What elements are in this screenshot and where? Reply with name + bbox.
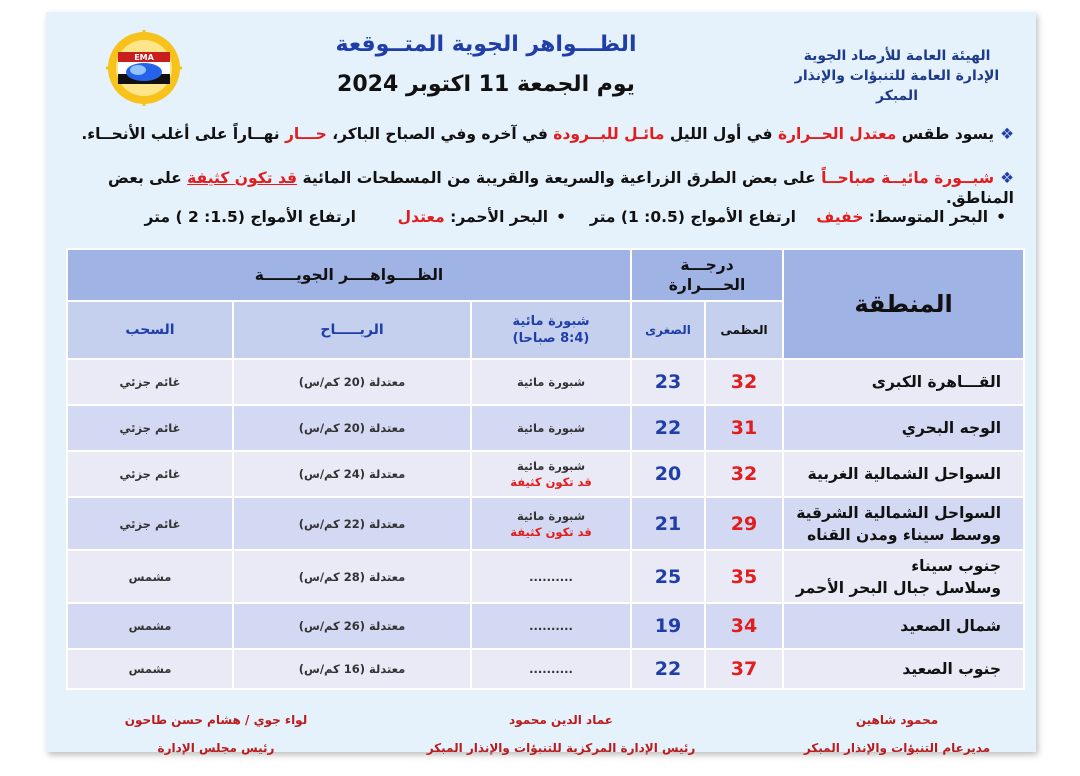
clouds-cell: غائم جزئي (67, 359, 233, 405)
max-temp: 32 (705, 451, 783, 497)
fog-cell: .......... (471, 649, 631, 689)
table-row (67, 603, 1024, 649)
fog-cell: شبورة مائية (471, 405, 631, 451)
organization-header (772, 46, 1022, 106)
clouds-cell: غائم جزئي (67, 405, 233, 451)
max-temp: 37 (705, 649, 783, 689)
forecast-page (46, 12, 1036, 755)
diamond-bullet-icon: ❖ (1000, 169, 1014, 187)
max-temp: 31 (705, 405, 783, 451)
signature-forecast-director: محمود شاهين مديرعام التنبؤات والإنذار المبكر (803, 713, 991, 755)
min-temp-header: الصغرى (631, 301, 705, 359)
min-temp: 22 (631, 405, 705, 451)
page-title: الظـــواهر الجوية المتــوقعة (335, 32, 637, 57)
min-temp: 20 (631, 451, 705, 497)
mediterranean-waves: ارتفاع الأمواج (0.5: 1) متر (589, 208, 796, 226)
max-temp: 29 (705, 497, 783, 550)
diamond-bullet-icon: ❖ (1000, 125, 1014, 143)
table-row (67, 649, 1024, 689)
wind-header: الريـــــاح (233, 301, 471, 359)
bullet-fog: ❖شبــورة مائيــة صباحــاً على بعض الطرق الزراعية والسريعة والقريبة من المسطحات المائية قد تكون كثيفة على بعض المناطق. (108, 169, 1014, 207)
signature-board-chairman: لواء جوي / هشام حسن طاحون رئيس مجلس الإدارة (124, 713, 308, 755)
phenomena-header: الظــــواهــــر الجويــــــة (67, 249, 631, 301)
wind-cell: معتدلة (16 كم/س) (233, 649, 471, 689)
clouds-cell: غائم جزئي (67, 451, 233, 497)
region-name: السواحل الشمالية الغربية (783, 451, 1024, 497)
wind-cell: معتدلة (20 كم/س) (233, 405, 471, 451)
clouds-cell: مشمس (67, 649, 233, 689)
max-temp: 35 (705, 550, 783, 603)
table-row (67, 405, 1024, 451)
max-temp: 34 (705, 603, 783, 649)
clouds-cell: غائم جزئي (67, 497, 233, 550)
temperature-header: درجـــة الحــــرارة (631, 249, 783, 301)
fog-cell: شبورة مائية (471, 359, 631, 405)
region-name: جنوب الصعيد (783, 649, 1024, 689)
fog-header: شبورة مائية (8:4 صباحا) (471, 301, 631, 359)
forecast-table (66, 248, 1025, 690)
fog-cell: شبورة مائية قد تكون كثيفة (471, 451, 631, 497)
min-temp: 25 (631, 550, 705, 603)
table-row (67, 359, 1024, 405)
region-name: السواحل الشمالية الشرقية ووسط سيناء ومدن القناه (783, 497, 1024, 550)
bullet-temperature: ❖يسود طقس معتدل الحــرارة في أول الليل مائـل للبــرودة في آخره وفي الصباح الباكر، حـــار نهــاراً على أغلب الأنحــاء. (81, 125, 1014, 143)
signature-central-director: عماد الدين محمود رئيس الإدارة المركزية للتنبؤات والإنذار المبكر (426, 713, 696, 755)
region-name: القـــاهرة الكبرى (783, 359, 1024, 405)
ema-logo-icon (106, 30, 182, 106)
fog-cell: شبورة مائية قد تكون كثيفة (471, 497, 631, 550)
clouds-header: السحب (67, 301, 233, 359)
forecast-date: يوم الجمعة 11 اكتوبر 2024 (337, 72, 635, 97)
region-name: الوجه البحري (783, 405, 1024, 451)
clouds-cell: مشمس (67, 550, 233, 603)
wind-cell: معتدلة (24 كم/س) (233, 451, 471, 497)
logo-text: EMA (134, 53, 154, 62)
table-row (67, 550, 1024, 603)
clouds-cell: مشمس (67, 603, 233, 649)
fog-cell: .......... (471, 603, 631, 649)
table-row (67, 497, 1024, 550)
wind-cell: معتدلة (20 كم/س) (233, 359, 471, 405)
table-row (67, 451, 1024, 497)
region-name: شمال الصعيد (783, 603, 1024, 649)
signatures (46, 706, 1036, 756)
max-temp-header: العظمى (705, 301, 783, 359)
region-name: جنوب سيناء وسلاسل جبال البحر الأحمر (783, 550, 1024, 603)
min-temp: 19 (631, 603, 705, 649)
red-sea-waves: ارتفاع الأمواج (1.5: 2 ) متر (144, 208, 356, 226)
org-line-2: الإدارة العامة للتنبؤات والإنذار المبكر (794, 68, 1000, 104)
org-line-1: الهيئة العامة للأرصاد الجوية (803, 48, 991, 64)
wind-cell: معتدلة (26 كم/س) (233, 603, 471, 649)
fog-cell: .......... (471, 550, 631, 603)
max-temp: 32 (705, 359, 783, 405)
min-temp: 22 (631, 649, 705, 689)
mediterranean-state: •البحر المتوسط: خفيف (816, 208, 1006, 226)
red-sea-state: •البحر الأحمر: معتدل (397, 208, 566, 226)
min-temp: 23 (631, 359, 705, 405)
wind-cell: معتدلة (22 كم/س) (233, 497, 471, 550)
region-header: المنطقة (783, 249, 1024, 359)
min-temp: 21 (631, 497, 705, 550)
wind-cell: معتدلة (28 كم/س) (233, 550, 471, 603)
